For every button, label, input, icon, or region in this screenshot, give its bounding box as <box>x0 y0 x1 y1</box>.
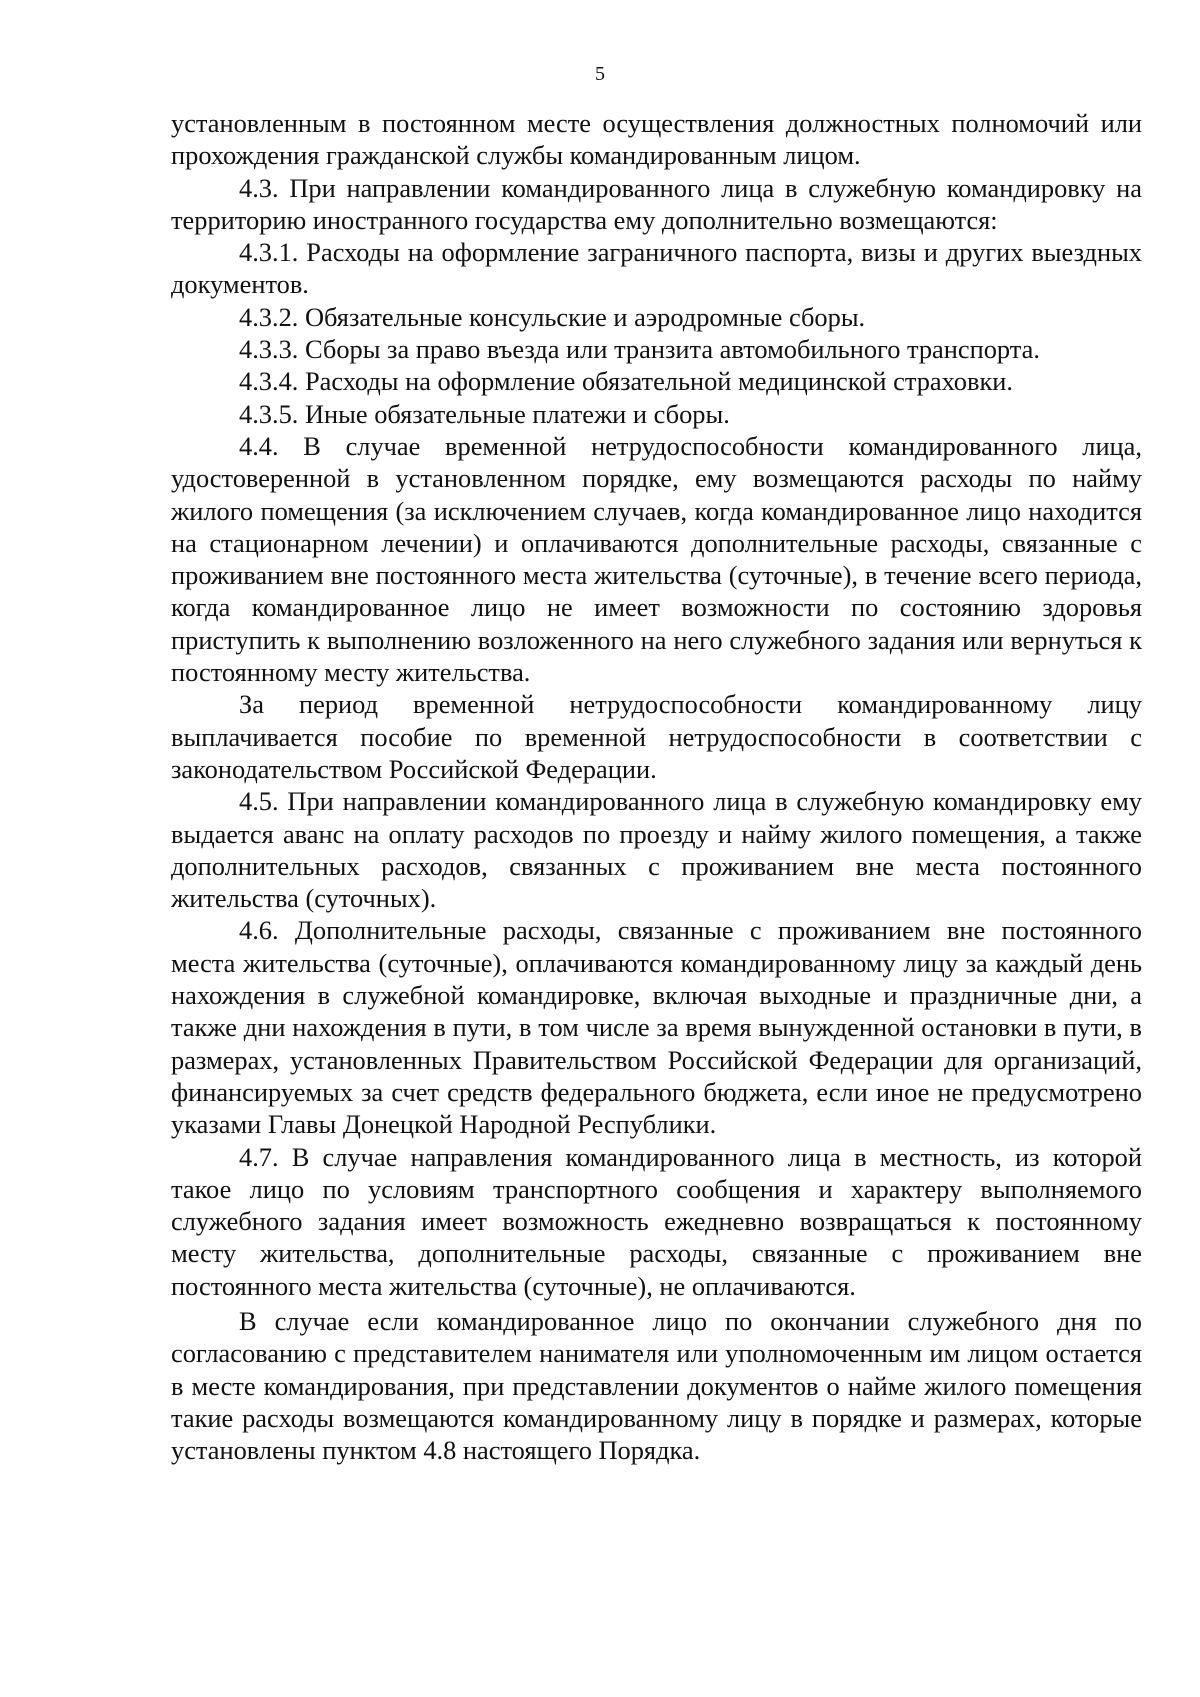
document-body <box>171 107 1142 1466</box>
paragraph-4-5: 4.5. При направлении командированного лица в служебную командировку ему выдается аванс на оплату расходов по проезду и найму жилого помещения, а также дополнительных расходов, связанных с проживанием вне места постоянного жительства (суточных). <box>171 786 1142 914</box>
paragraph-4-6: 4.6. Дополнительные расходы, связанные с проживанием вне постоянного места жительства (суточные), оплачиваются командированному лицу за каждый день нахождения в служебной командировке, включая выходные и праздничные дни, а также дни нахождения в пути, в том числе за время вынужденной остановки в пути, в размерах, установленных Правительством Российской Федерации для организаций, финансируемых за счет средств федерального бюджета, если иное не предусмотрено указами Главы Донецкой Народной Республики. <box>171 915 1142 1140</box>
paragraph-4-3-1: 4.3.1. Расходы на оформление заграничного паспорта, визы и других выездных документов. <box>171 237 1142 300</box>
paragraph-4-3: 4.3. При направлении командированного лица в служебную командировку на территорию иностранного государства ему дополнительно возмещаются: <box>171 172 1142 235</box>
paragraph-4-3-3: 4.3.3. Сборы за право въезда или транзита автомобильного транспорта. <box>239 334 1040 365</box>
page-number: 5 <box>595 63 605 85</box>
paragraph-4-3-5: 4.3.5. Иные обязательные платежи и сборы. <box>239 398 730 429</box>
paragraph-4-3-4: 4.3.4. Расходы на оформление обязательной медицинской страховки. <box>239 366 1013 397</box>
paragraph-4-7-continuation: В случае если командированное лицо по окончании служебного дня по согласованию с представителем нанимателя или уполномоченным им лицом остается в месте командирования, при представлении документов о найме жилого помещения такие расходы возмещаются командированному лицу в порядке и размерах, которые установлены пунктом 4.8 настоящего Порядка. <box>171 1305 1142 1466</box>
paragraph-4-3-2: 4.3.2. Обязательные консульские и аэродромные сборы. <box>239 301 866 332</box>
paragraph-4-4-continuation: За период временной нетрудоспособности командированному лицу выплачивается пособие по временной нетрудоспособности в соответствии с законодательством Российской Федерации. <box>171 689 1142 784</box>
paragraph-continuation: установленным в постоянном месте осуществления должностных полномочий или прохождения гражданской службы командированным лицом. <box>171 108 1142 171</box>
paragraph-4-7: 4.7. В случае направления командированного лица в местность, из которой такое лицо по условиям транспортного сообщения и характеру выполняемого служебного задания имеет возможность ежедневно возвращаться к постоянному месту жительства, дополнительные расходы, связанные с проживанием вне постоянного места жительства (суточные), не оплачиваются. <box>171 1141 1142 1301</box>
paragraph-4-4: 4.4. В случае временной нетрудоспособности командированного лица, удостоверенной в установленном порядке, ему возмещаются расходы по найму жилого помещения (за исключением случаев, когда командированное лицо находится на стационарном лечении) и оплачиваются дополнительные расходы, связанные с проживанием вне постоянного места жительства (суточные), в течение всего периода, когда командированное лицо не имеет возможности по состоянию здоровья приступить к выполнению возложенного на него служебного задания или вернуться к постоянному месту жительства. <box>171 430 1142 688</box>
